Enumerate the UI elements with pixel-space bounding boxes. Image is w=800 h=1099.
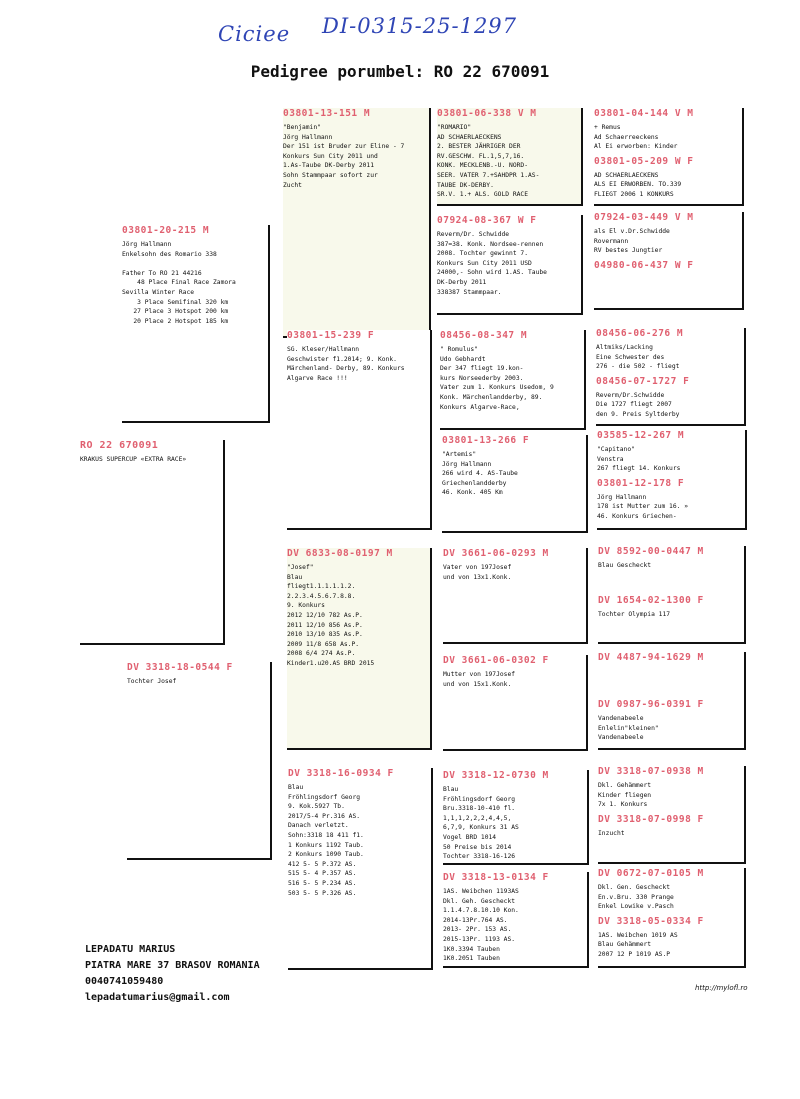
box-notes: " Romulus" Udo Gebhardt Der 347 fliegt 19.kon- kurs Norseederby 2003. Vater zum 1. Konkurs Usedom, 9 Konk. Märchenlandderby, 89. Konkurs Algarve-Race, — [440, 346, 554, 411]
pedigree-box-father — [122, 225, 270, 423]
pedigree-box-great-grandparent — [437, 108, 583, 206]
box-notes: Blau Fröhlingsdorf Georg Bru.3318-10-410 fl. 1,1,1,2,2,2,4,4,5, 6,7,9, Konkurs 31 AS Vogel BRD 1014 50 Preise bis 2014 Tochter 3318-16-126 — [443, 786, 519, 861]
ring-number: DV 3661-06-0293 M — [443, 548, 549, 559]
pedigree-box-ancestor-pair — [596, 328, 746, 426]
box-notes: Altmiks/Lacking Eine Schwester des 276 - die 502 - fliegt — [596, 344, 680, 371]
owner-contact-block — [85, 942, 260, 1006]
pedigree-box-great-grandparent — [443, 548, 588, 644]
ring-number: 03801-05-209 W F — [594, 155, 694, 167]
page-title: Pedigree porumbel: RO 22 670091 — [250, 62, 550, 81]
ring-number: DV 3318-12-0730 M — [443, 770, 549, 781]
owner-name: LEPADATU MARIUS — [85, 944, 176, 955]
ring-number: DV 3661-06-0302 F — [443, 655, 549, 666]
pedigree-box-great-grandparent — [443, 872, 589, 968]
box-notes: Jörg Hallmann 178 ist Mutter zum 16. » 46. Konkurs Griechen- — [597, 493, 688, 520]
box-notes: Mutter von 197Josef und von 15x1.Konk. — [443, 671, 516, 688]
ring-number: DV 1654-02-1300 F — [598, 594, 704, 606]
box-notes: "Capitano" Venstra 267 fliegt 14. Konkurs — [597, 446, 681, 473]
owner-phone: 0040741059480 — [85, 976, 164, 987]
owner-email: lepadatumarius@gmail.com — [85, 992, 230, 1003]
ring-number: DV 0672-07-0105 M — [598, 868, 704, 879]
ring-number: 04980-06-437 W F — [594, 259, 694, 271]
ring-number: DV 3318-05-0334 F — [598, 915, 704, 927]
box-notes: Jörg Hallmann Enkelsohn des Romario 338 Father To RO 21 44216 48 Place Final Race Zamora Sevilla Winter Race 3 Place Semifinal 320 km 27 Place 3 Hotspot 200 km 20 Place 2 Hotspot 185 km — [122, 241, 236, 325]
owner-address: PIATRA MARE 37 BRASOV ROMANIA — [85, 960, 260, 971]
pedigree-box-great-grandparent — [443, 770, 589, 865]
box-notes: 1AS. Weibchen 1019 AS Blau Gehämmert 2007 12 P 1019 AS.P — [598, 931, 678, 958]
box-notes: Reverm/Dr. Schwidde 387=38. Konk. Nordsee-rennen 2008. Tochter gewinnt 7. Konkurs Sun City 2011 USD 24000,- Sohn wird 1.AS. Taube DK-Derby 2011 338387 Stammpaar. — [437, 231, 547, 296]
box-notes: AD SCHAERLAECKENS ALS EI ERWORBEN. TO.339 FLIEGT 2006 1 KONKURS — [594, 171, 682, 198]
ring-number: 03801-04-144 V M — [594, 108, 694, 119]
ring-number: 08456-08-347 M — [440, 330, 528, 341]
ring-number: 03801-15-239 F — [287, 330, 375, 341]
ring-number: DV 3318-18-0544 F — [127, 662, 233, 673]
pedigree-box-great-grandparent — [437, 215, 583, 315]
box-notes: Inzucht — [598, 829, 625, 837]
box-notes: + Remus Ad Schaerreeckens Al Ei erworben: Kinder — [594, 124, 678, 151]
ring-number: DV 4487-94-1629 M — [598, 652, 704, 663]
ring-number: DV 3318-16-0934 F — [288, 768, 394, 779]
pedigree-box-ancestor-pair — [598, 868, 746, 968]
ring-number: DV 3318-07-0998 F — [598, 813, 704, 825]
box-notes: Vater von 197Josef und von 13x1.Konk. — [443, 564, 512, 581]
ring-number: DV 3318-07-0938 M — [598, 766, 704, 777]
ring-number: 03801-12-178 F — [597, 477, 685, 489]
box-notes: "ROMARIO" AD SCHAERLAECKENS 2. BESTER JÄHRIGER DER RV.GESCHW. FL.1,5,7,16. KONK. MECKLENB.-U. NORD- SEER. VATER 7.+SAHDPR 1.AS- TAUBE DK-DERBY. SR.V. 1.+ ALS. GOLD RACE — [437, 124, 540, 199]
box-notes: Reverm/Dr.Schwidde Die 1727 fliegt 2007 den 9. Preis Syltderby — [596, 391, 680, 418]
ring-number: 03801-20-215 M — [122, 225, 210, 236]
pedigree-box-ancestor-pair — [594, 212, 744, 310]
ring-number: 03801-06-338 V M — [437, 108, 537, 119]
pedigree-box-great-grandparent — [442, 435, 588, 533]
ring-number: 08456-06-276 M — [596, 328, 684, 339]
box-notes: KRAKUS SUPERCUP «EXTRA RACE» — [80, 456, 187, 463]
pedigree-box-grandparent — [287, 330, 432, 530]
box-notes: Blau Gescheckt — [598, 562, 652, 569]
box-notes: als El v.Dr.Schwidde Rovermann RV bestes Jungtier — [594, 228, 670, 255]
pedigree-box-great-grandparent — [440, 330, 586, 430]
pedigree-box-grandparent — [283, 108, 431, 338]
box-notes: SG. Kleser/Hallmann Geschwister f1.2014; 9. Konk. Märchenland- Derby, 89. Konkurs Algarve Race !!! — [287, 346, 405, 382]
pedigree-box-ancestor-pair — [594, 108, 744, 206]
handwritten-note-left: Ciciee — [218, 22, 291, 46]
pedigree-box-ancestor-pair — [598, 766, 746, 864]
pedigree-box-ancestor-pair — [597, 430, 747, 530]
ring-number: RO 22 670091 — [80, 440, 159, 451]
ring-number: 03801-13-266 F — [442, 435, 530, 446]
pedigree-box-grandparent — [288, 768, 433, 970]
pedigree-box-mother — [127, 662, 272, 860]
ring-number: DV 6833-08-0197 M — [287, 548, 393, 559]
ring-number: 03585-12-267 M — [597, 430, 685, 441]
pedigree-box-grandparent — [287, 548, 432, 750]
box-notes: Blau Fröhlingsdorf Georg 9. Kok.5927 Tb. 2017/5-4 Pr.316 AS. Danach verletzt. Sohn:3318 18 411 f1. 1 Konkurs 1192 Taub. 2 Konkurs 1090 Taub. 412 5- 5 P.372 AS. 515 5- 4 P.357 AS. 516 5- 5 P.234 AS. 503 5- 5 P.326 AS. — [288, 784, 364, 897]
box-notes: Dkl. Gehämmert Kinder fliegen 7x 1. Konkurs — [598, 782, 652, 809]
website-link[interactable]: http://mylofl.ro — [695, 984, 748, 992]
ring-number: DV 0987-96-0391 F — [598, 699, 704, 710]
ring-number: 08456-07-1727 F — [596, 375, 690, 387]
ring-number: 03801-13-151 M — [283, 108, 371, 119]
box-notes: Tochter Josef — [127, 678, 177, 685]
box-notes: "Josef" Blau fliegt1.1.1.1.1.2. 2.2.3.4.5.6.7.8.8. 9. Konkurs 2012 12/10 782 As.P. 2011 12/10 856 As.P. 2010 13/10 835 As.P. 2009 11/8 658 As.P. 2008 6/4 274 As.P. Kinder1.u20.AS BRD 2015 — [287, 564, 375, 667]
pedigree-box-ancestor-pair — [598, 652, 746, 750]
ring-number: 07924-03-449 V M — [594, 212, 694, 223]
box-notes: Dkl. Gen. Gescheckt En.v.Bru. 330 Prange Enkel Lowike v.Pasch — [598, 884, 674, 911]
pedigree-box-great-grandparent — [443, 655, 588, 751]
ring-number: 07924-08-367 W F — [437, 215, 537, 226]
ring-number: DV 8592-00-0447 M — [598, 546, 704, 557]
ring-number: DV 3318-13-0134 F — [443, 872, 549, 883]
handwritten-note-right: DI-0315-25-1297 — [322, 14, 518, 38]
box-notes: Vandenabeele Enlelin"kleinen" Vandenabeele — [598, 715, 659, 742]
pedigree-box-subject — [80, 440, 225, 645]
box-notes: "Artemis" Jörg Hallmann 266 wird 4. AS-Taube Griechenlandderby 46. Konk. 405 Km — [442, 451, 518, 497]
box-notes: "Benjamin" Jörg Hallmann Der 151 ist Bruder zur Eline - 7 Konkurs Sun City 2011 und 1.As-Taube DK-Derby 2011 Sohn Stammpaar sofort zur Zucht — [283, 124, 405, 189]
pedigree-box-ancestor-pair — [598, 546, 746, 644]
box-notes: 1AS. Weibchen 1193AS Dkl. Geh. Gescheckt 1.1.4.7.8.10.10 Kon. 2014-13Pr.764 AS. 2013- 2Pr. 153 AS. 2015-13Pr. 1193 AS. 1K0.3394 Tauben 1K0.2051 Tauben — [443, 888, 519, 963]
box-notes: Tochter Olympia 117 — [598, 610, 671, 618]
